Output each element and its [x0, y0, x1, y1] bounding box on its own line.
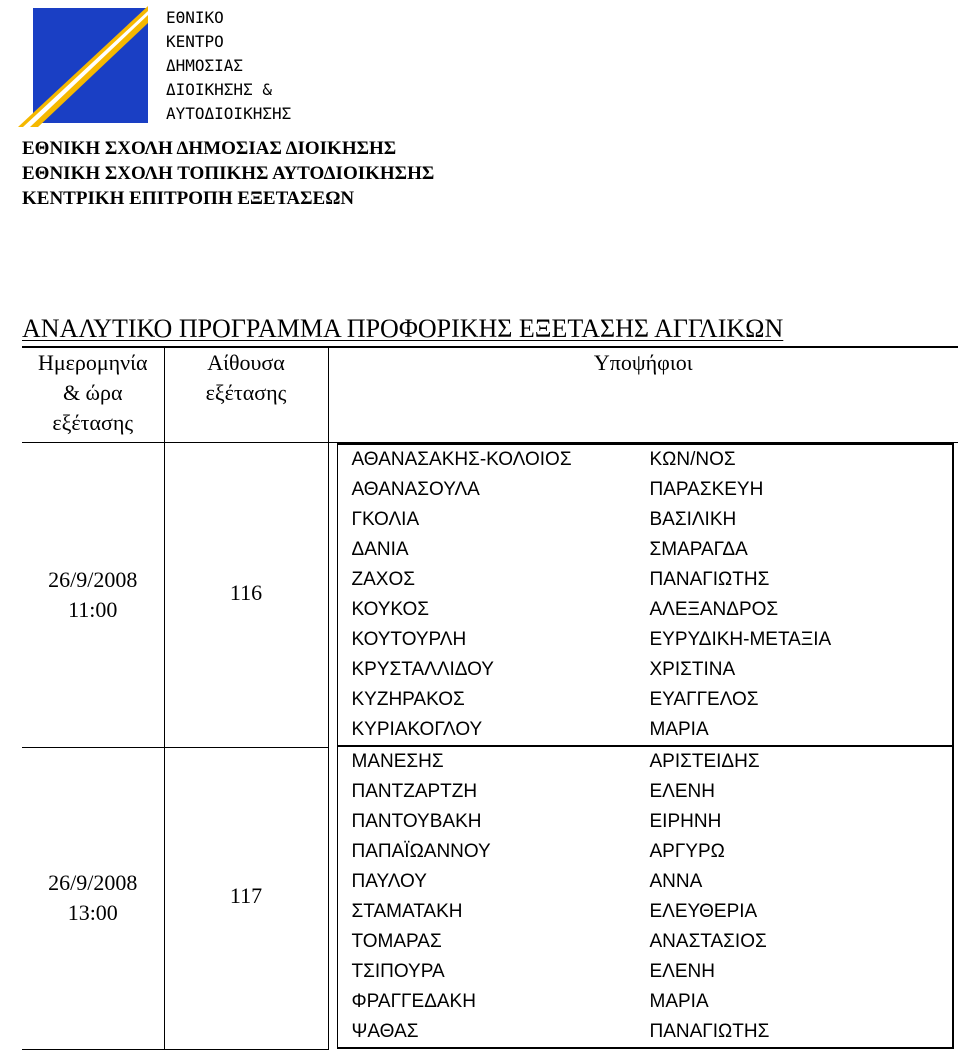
- candidate-surname: ΓΚΟΛΙΑ: [351, 509, 420, 530]
- candidate-first-name: ΒΑΣΙΛΙΚΗ: [649, 509, 737, 530]
- candidate-row: [338, 1017, 952, 1047]
- candidate-surname: ΠΑΝΤΟΥΒΑΚΗ: [351, 811, 482, 832]
- table-header-row: [22, 347, 958, 443]
- candidate-row: [338, 475, 952, 505]
- candidate-surname: ΔΑΝΙΑ: [351, 539, 409, 560]
- candidate-row: [338, 715, 952, 745]
- page-title: ΑΝΑΛΥΤΙΚΟ ΠΡΟΓΡΑΜΜΑ ΠΡΟΦΟΡΙΚΗΣ ΕΞΕΤΑΣΗΣ ΑΓΓΛΙΚΩΝ: [22, 314, 784, 343]
- candidate-list-1: [337, 443, 954, 747]
- candidate-surname: ΠΑΝΤΖΑΡΤΖΗ: [351, 781, 478, 802]
- candidate-row: [338, 655, 952, 685]
- candidate-row: [338, 807, 952, 837]
- group-2-candidates: [328, 747, 958, 1049]
- candidate-first-name: ΑΝΑΣΤΑΣΙΟΣ: [649, 931, 767, 952]
- header-date-time: Ημερομηνία & ώρα εξέτασης: [22, 347, 164, 443]
- candidate-first-name: ΑΝΝΑ: [649, 871, 703, 892]
- candidate-first-name: ΣΜΑΡΑΓΔΑ: [649, 539, 748, 560]
- candidate-surname: ΤΟΜΑΡΑΣ: [351, 931, 442, 952]
- header-line-2: ΕΘΝΙΚΗ ΣΧΟΛΗ ΤΟΠΙΚΗΣ ΑΥΤΟΔΙΟΙΚΗΣΗΣ: [22, 163, 435, 184]
- candidate-surname: ΚΥΡΙΑΚΟΓΛΟΥ: [351, 719, 483, 740]
- candidate-surname: ΚΟΥΚΟΣ: [351, 599, 430, 620]
- svg-text:ΔΙΟΙΚΗΣΗΣ &: ΔΙΟΙΚΗΣΗΣ &: [166, 80, 272, 99]
- candidate-row: [338, 867, 952, 897]
- svg-text:ΚΕΝΤΡΟ: ΚΕΝΤΡΟ: [166, 32, 224, 51]
- candidate-row: [338, 445, 952, 475]
- header-line-1: ΕΘΝΙΚΗ ΣΧΟΛΗ ΔΗΜΟΣΙΑΣ ΔΙΟΙΚΗΣΗΣ: [22, 138, 397, 159]
- candidate-surname: ΜΑΝΕΣΗΣ: [351, 751, 444, 772]
- candidate-first-name: ΧΡΙΣΤΙΝΑ: [649, 659, 736, 680]
- candidate-first-name: ΜΑΡΙΑ: [649, 719, 709, 740]
- candidate-first-name: ΑΡΙΣΤΕΙΔΗΣ: [649, 751, 760, 772]
- candidate-surname: ΚΥΖΗΡΑΚΟΣ: [351, 689, 465, 710]
- institution-header: [22, 136, 434, 211]
- candidate-first-name: ΕΙΡΗΝΗ: [649, 811, 722, 832]
- group-2-time: 13:00: [67, 900, 118, 925]
- exam-group-2: [22, 747, 958, 1049]
- candidate-surname: ΚΟΥΤΟΥΡΛΗ: [351, 629, 467, 650]
- candidate-surname: ΚΡΥΣΤΑΛΛΙΔΟΥ: [351, 659, 494, 680]
- group-1-candidates: [328, 443, 958, 748]
- group-2-datetime: [22, 747, 164, 1049]
- candidate-surname: ΣΤΑΜΑΤΑΚΗ: [351, 901, 463, 922]
- candidate-surname: ΑΘΑΝΑΣΟΥΛΑ: [351, 479, 480, 500]
- group-2-room: 117: [164, 747, 328, 1049]
- candidate-first-name: ΕΥΑΓΓΕΛΟΣ: [649, 689, 759, 710]
- candidate-row: [338, 535, 952, 565]
- candidate-surname: ΠΑΠΑΪΩΑΝΝΟΥ: [351, 841, 491, 862]
- candidate-row: [338, 777, 952, 807]
- svg-text:ΔΗΜΟΣΙΑΣ: ΔΗΜΟΣΙΑΣ: [166, 56, 244, 75]
- group-1-date: 26/9/2008: [48, 566, 138, 592]
- exam-group-1: [22, 443, 958, 748]
- candidate-row: [338, 505, 952, 535]
- header-line-3: ΚΕΝΤΡΙΚΗ ΕΠΙΤΡΟΠΗ ΕΞΕΤΑΣΕΩΝ: [22, 188, 355, 209]
- candidate-surname: ΖΑΧΟΣ: [351, 569, 415, 590]
- candidate-list-2: [337, 747, 954, 1049]
- group-1-datetime: [22, 443, 164, 748]
- candidate-row: [338, 595, 952, 625]
- logo-lettering: [166, 8, 291, 123]
- candidate-row: [338, 987, 952, 1017]
- header-candidates: Υποψήφιοι: [328, 347, 958, 443]
- candidate-row: [338, 927, 952, 957]
- candidate-surname: ΨΑΘΑΣ: [351, 1021, 419, 1042]
- candidate-surname: ΤΣΙΠΟΥΡΑ: [351, 961, 445, 982]
- svg-text:ΕΘΝΙΚΟ: ΕΘΝΙΚΟ: [166, 8, 224, 27]
- candidate-row: [338, 625, 952, 655]
- candidate-first-name: ΠΑΡΑΣΚΕΥΗ: [649, 479, 764, 500]
- candidate-first-name: ΕΥΡΥΔΙΚΗ-ΜΕΤΑΞΙΑ: [649, 629, 832, 650]
- candidate-first-name: ΠΑΝΑΓΙΩΤΗΣ: [649, 569, 770, 590]
- candidate-first-name: ΕΛΕΝΗ: [649, 781, 715, 802]
- group-1-room: 116: [164, 443, 328, 748]
- institution-logo: [18, 3, 303, 128]
- candidate-first-name: ΑΡΓΥΡΩ: [649, 841, 725, 862]
- svg-text:ΑΥΤΟΔΙΟΙΚΗΣΗΣ: ΑΥΤΟΔΙΟΙΚΗΣΗΣ: [166, 104, 292, 123]
- candidate-first-name: ΕΛΕΝΗ: [649, 961, 715, 982]
- candidate-row: [338, 565, 952, 595]
- candidate-row: [338, 747, 952, 777]
- candidate-first-name: ΚΩΝ/ΝΟΣ: [649, 449, 736, 470]
- group-1-time: 11:00: [68, 596, 118, 622]
- candidate-first-name: ΜΑΡΙΑ: [649, 991, 709, 1012]
- candidate-row: [338, 957, 952, 987]
- exam-schedule-table: [22, 346, 958, 1050]
- candidate-first-name: ΕΛΕΥΘΕΡΙΑ: [649, 901, 758, 922]
- candidate-surname: ΠΑΥΛΟΥ: [351, 871, 427, 892]
- header-room: Αίθουσα εξέτασης: [164, 347, 328, 443]
- candidate-row: [338, 837, 952, 867]
- candidate-surname: ΑΘΑΝΑΣΑΚΗΣ-ΚΟΛΟΙΟΣ: [351, 449, 572, 470]
- candidate-row: [338, 897, 952, 927]
- group-2-date: 26/9/2008: [48, 870, 138, 895]
- candidate-surname: ΦΡΑΓΓΕΔΑΚΗ: [351, 991, 476, 1012]
- candidate-row: [338, 685, 952, 715]
- candidate-first-name: ΑΛΕΞΑΝΔΡΟΣ: [649, 599, 779, 620]
- candidate-first-name: ΠΑΝΑΓΙΩΤΗΣ: [649, 1021, 770, 1042]
